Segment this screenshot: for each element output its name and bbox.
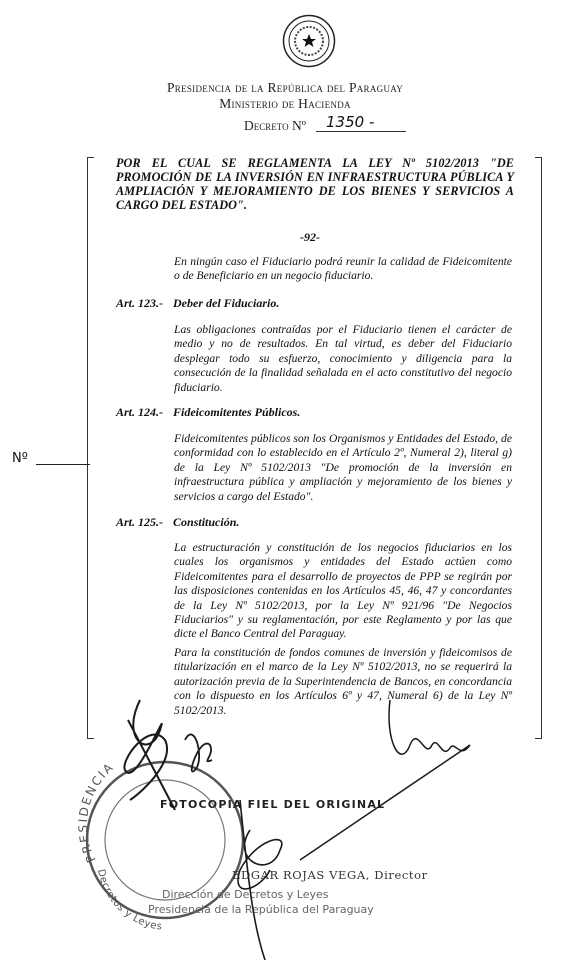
presidency-heading: Presidencia de la República del Paraguay <box>166 80 404 95</box>
article-title: Deber del Fiduciario. <box>173 296 280 310</box>
decree-title: POR EL CUAL SE REGLAMENTA LA LEY Nº 5102/2013 "DE PROMOCIÓN DE LA INVERSIÓN EN INFRAESTRUCTURA PÚBLICA Y AMPLIACIÓN Y MEJORAMIENTO DE LOS BIENES Y SERVICIOS A CARGO DEL ESTADO". <box>116 156 514 212</box>
article-paragraph: Para la constitución de fondos comunes de inversión y fideicomisos de titularización en el marco de la Ley Nº 5102/2013, no se requerirá la autorización previa de la Superintendencia de Bancos, en concordancia con lo dispuesto en los Artículos 6º y 47, Numeral 6) de la Ley Nº 5102/2013. <box>174 646 512 717</box>
article-title: Constitución. <box>173 515 240 529</box>
article-number: Art. 124.- <box>116 405 164 419</box>
decree-number: 1350 - <box>316 113 406 132</box>
certification-label: FOTOCOPIA FIEL DEL ORIGINAL <box>160 798 386 811</box>
presidency-office: Presidencia de la República del Paraguay <box>148 903 374 916</box>
decree-label: Decreto Nº <box>244 118 306 133</box>
article-paragraph: Fideicomitentes públicos son los Organismos y Entidades del Estado, de conformidad con lo establecido en el Artículo 2º, Numeral 2), literal g) de la Ley Nº 5102/2013 "De promoción de la inversión en infraestructura pública y ampliación y mejoramiento de los bienes y servicios a cargo del Estado". <box>174 432 512 503</box>
signature-right <box>300 700 470 860</box>
stamp-ring-bottom-text: Decretos y Leyes <box>94 868 164 933</box>
article-number: Art. 125.- <box>116 515 164 529</box>
intro-paragraph: En ningún caso el Fiduciario podrá reunir la calidad de Fideicomitente o de Beneficiario en un negocio fiduciario. <box>174 255 512 283</box>
article-paragraph: La estructuración y constitución de los negocios fiduciarios en los cuales los organismos y entidades del Estado actúen como Fideicomitentes para el desarrollo de proyectos de PPP se regirán por las disposiciones contenidas en los Artículos 45, 46, 47 y concordantes de la Ley Nº 5102/2013, por la Ley Nº 921/96 "De Negocios Fiduciarios" y su reglamentación, por este Reglamento y por las que dicte el Banco Central del Paraguay. <box>174 541 512 641</box>
signature-initials <box>185 734 212 771</box>
margin-number-label: Nº <box>12 451 28 466</box>
signature-director <box>238 800 282 960</box>
director-office: Dirección de Decretos y Leyes <box>162 888 329 901</box>
article-paragraph: Las obligaciones contraídas por el Fiduciario tienen el carácter de medio y no de resultados. En tal virtud, es deber del Fiduciario desplegar todo su esfuerzo, conocimiento y diligencia para la consecución de la finalidad señalada en el acto constitutivo del negocio fiduciario. <box>174 323 512 394</box>
page-number: -92- <box>300 230 320 244</box>
article-title: Fideicomitentes Públicos. <box>173 405 301 419</box>
stamp-ring-top-text: PRESIDENCIA <box>75 759 117 865</box>
article-number: Art. 123.- <box>116 296 164 310</box>
signature-left <box>124 700 175 810</box>
ministry-heading: Ministerio de Hacienda <box>219 96 351 111</box>
director-name: EDGAR ROJAS VEGA, Director <box>232 868 428 882</box>
